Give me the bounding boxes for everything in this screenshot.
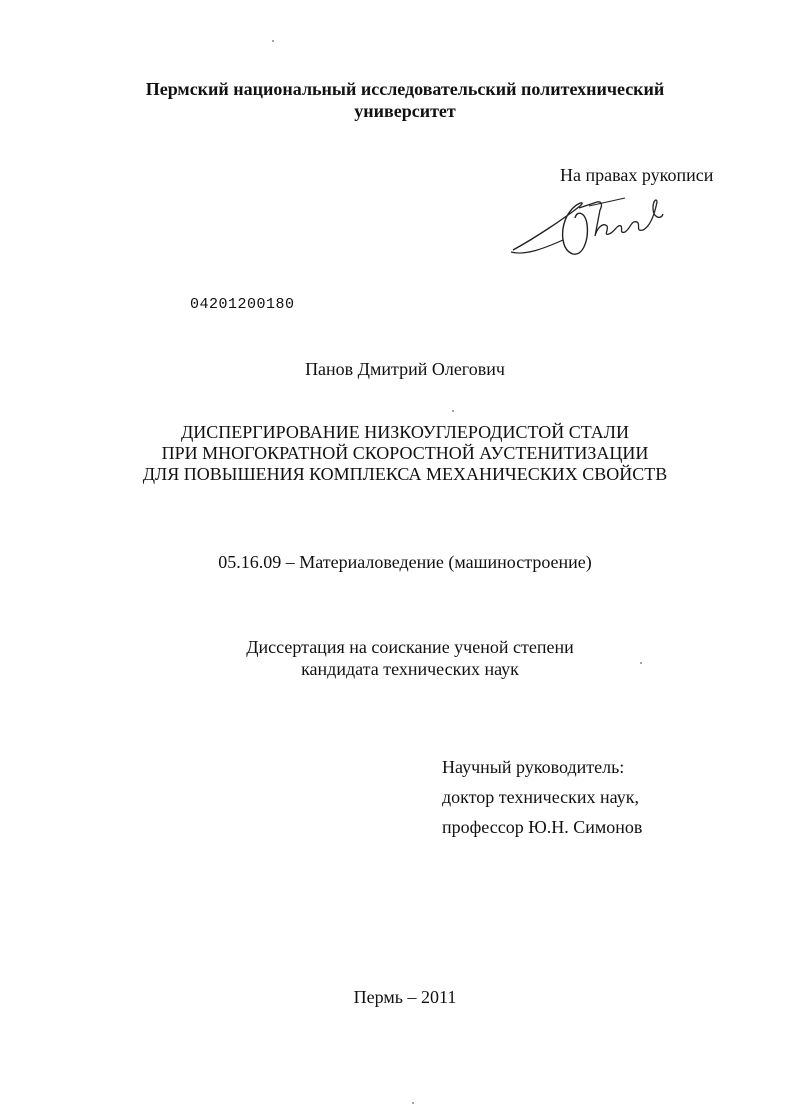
scan-speck [452, 410, 454, 412]
archive-number: 04201200180 [190, 296, 295, 313]
degree-statement [110, 636, 710, 680]
university-line-2: университет [354, 101, 456, 121]
title-line-3: ДЛЯ ПОВЫШЕНИЯ КОМПЛЕКСА МЕХАНИЧЕСКИХ СВОЙСТВ [142, 464, 668, 484]
dissertation-title [90, 422, 720, 485]
city-year: Пермь – 2011 [353, 987, 457, 1007]
title-line-1: ДИСПЕРГИРОВАНИЕ НИЗКОУГЛЕРОДИСТОЙ СТАЛИ [180, 422, 630, 442]
degree-line-2: кандидата технических наук [301, 659, 519, 679]
scan-speck [272, 40, 274, 42]
specialty-code: 05.16.09 – Материаловедение (машиностроение) [218, 552, 592, 572]
advisor-line-2: доктор технических наук, [442, 787, 639, 807]
advisor-line-1: Научный руководитель: [442, 757, 625, 777]
title-line-2: ПРИ МНОГОКРАТНОЙ СКОРОСТНОЙ АУСТЕНИТИЗАЦИИ [161, 443, 649, 463]
degree-line-1: Диссертация на соискание ученой степени [246, 637, 574, 657]
advisor-line-3: профессор Ю.Н. Симонов [442, 817, 643, 837]
scientific-advisor [442, 752, 642, 842]
scan-speck [412, 1102, 414, 1104]
university-name [100, 78, 710, 122]
handwritten-signature [505, 188, 680, 268]
author-name: Панов Дмитрий Олегович [305, 359, 505, 379]
scan-speck [640, 662, 642, 664]
manuscript-rights-note: На правах рукописи [560, 165, 714, 185]
university-line-1: Пермский национальный исследовательский политехнический [145, 79, 665, 99]
